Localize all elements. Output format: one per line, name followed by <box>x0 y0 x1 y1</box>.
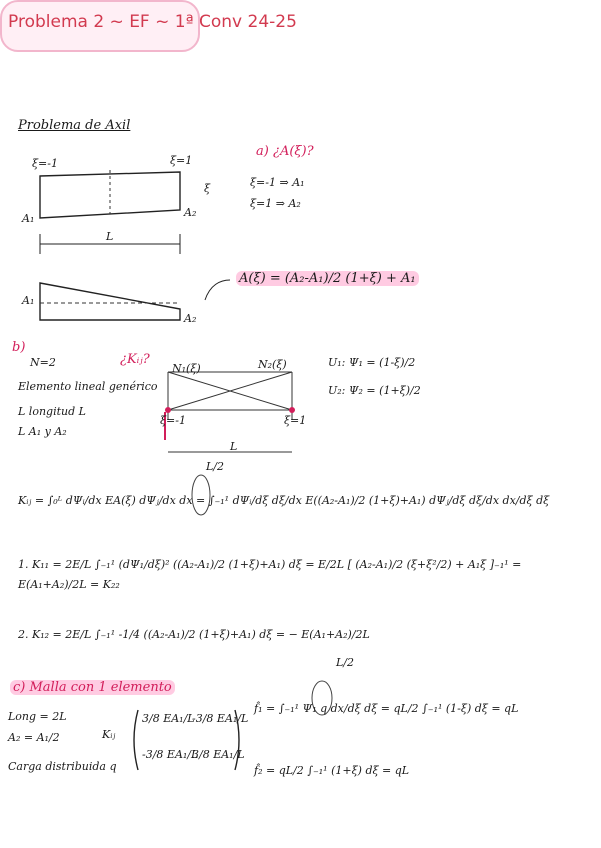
part-c-title: c) Malla con 1 elemento <box>10 680 175 695</box>
xi-left: ξ=-1 <box>32 157 58 170</box>
f1-formula: f̂₁ = ∫₋₁¹ Ψ₁ q dx/dξ dξ = qL/2 ∫₋₁¹ (1-ξ) dξ = qL <box>254 702 519 715</box>
bar2-a2: A₂ <box>184 312 197 325</box>
part-b-label: b) <box>12 340 26 355</box>
matrix-cell-22: 3/8 EA₁/L <box>192 748 245 761</box>
node2-label: ξ=1 <box>284 414 307 427</box>
c-line-2: A₂ = A₁/2 <box>8 731 60 744</box>
f2-formula: f̂₂ = qL/2 ∫₋₁¹ (1+ξ) dξ = qL <box>254 764 410 777</box>
section-title: Problema de Axil <box>18 118 131 133</box>
area-a2-label: A₂ <box>184 206 197 219</box>
xi-axis-label: ξ <box>204 182 211 195</box>
shape-fn-2: U₂: Ψ₂ = (1+ξ)/2 <box>328 384 421 397</box>
part-a-question: a) ¿A(ξ)? <box>256 144 314 159</box>
area-a1-label: A₁ <box>22 212 35 225</box>
node1-label: ξ=-1 <box>160 414 186 427</box>
n1-label: N₁(ξ) <box>172 362 201 375</box>
f1-note: L/2 <box>336 656 355 669</box>
length-label: L <box>106 230 114 243</box>
k12-formula: 2. K₁₂ = 2E/L ∫₋₁¹ -1/4 ((A₂-A₁)/2 (1+ξ)+A₁) dξ = − E(A₁+A₂)/2L <box>18 628 370 641</box>
k11-formula: 1. K₁₁ = 2E/L ∫₋₁¹ (dΨ₁/dξ)² ((A₂-A₁)/2 (1+ξ)+A₁) dξ = E/2L [ (A₂-A₁)/2 (ξ+ξ²/2) + A₁ξ ]₋₁¹ = E(A₁+A₂)/2L = K₂₂ <box>18 558 522 591</box>
kij-formula: Kᵢⱼ = ∫₀ᴸ dΨᵢ/dx EA(ξ) dΨⱼ/dx dx = ∫₋₁¹ dΨᵢ/dξ dξ/dx E((A₂-A₁)/2 (1+ξ)+A₁) dΨⱼ/dξ dξ/dx dx/dξ dξ <box>18 494 550 507</box>
shape-fn-1: U₁: Ψ₁ = (1-ξ)/2 <box>328 356 416 369</box>
map-2: ξ=1 ⇒ A₂ <box>250 197 301 210</box>
map-1: ξ=-1 ⇒ A₁ <box>250 176 305 189</box>
desc-1: Elemento lineal genérico <box>18 380 158 393</box>
area-result: A(ξ) = (A₂-A₁)/2 (1+ξ) + A₁ <box>236 271 419 286</box>
c-line-1: Long = 2L <box>8 710 67 723</box>
page-title: Problema 2 ~ EF ~ 1ª Conv 24-25 <box>8 12 297 32</box>
xi-right: ξ=1 <box>170 154 193 167</box>
n-elements: N=2 <box>30 356 56 369</box>
part-b-question: ¿Kᵢⱼ? <box>120 352 150 367</box>
desc-3: L A₁ y A₂ <box>18 425 67 438</box>
bar2-a1: A₁ <box>22 294 35 307</box>
c-line-3: Carga distribuida q <box>8 760 117 773</box>
matrix-cell-21: -3/8 EA₁/L <box>142 748 199 761</box>
desc-2: L longitud L <box>18 405 86 418</box>
element-length: L <box>230 440 238 453</box>
jacobian-note: L/2 <box>206 460 225 473</box>
n2-label: N₂(ξ) <box>258 358 287 371</box>
k-matrix-label: Kᵢⱼ <box>102 728 116 741</box>
matrix-cell-12: -3/8 EA₁/L <box>192 712 249 725</box>
matrix-cell-11: 3/8 EA₁/L <box>142 712 195 725</box>
